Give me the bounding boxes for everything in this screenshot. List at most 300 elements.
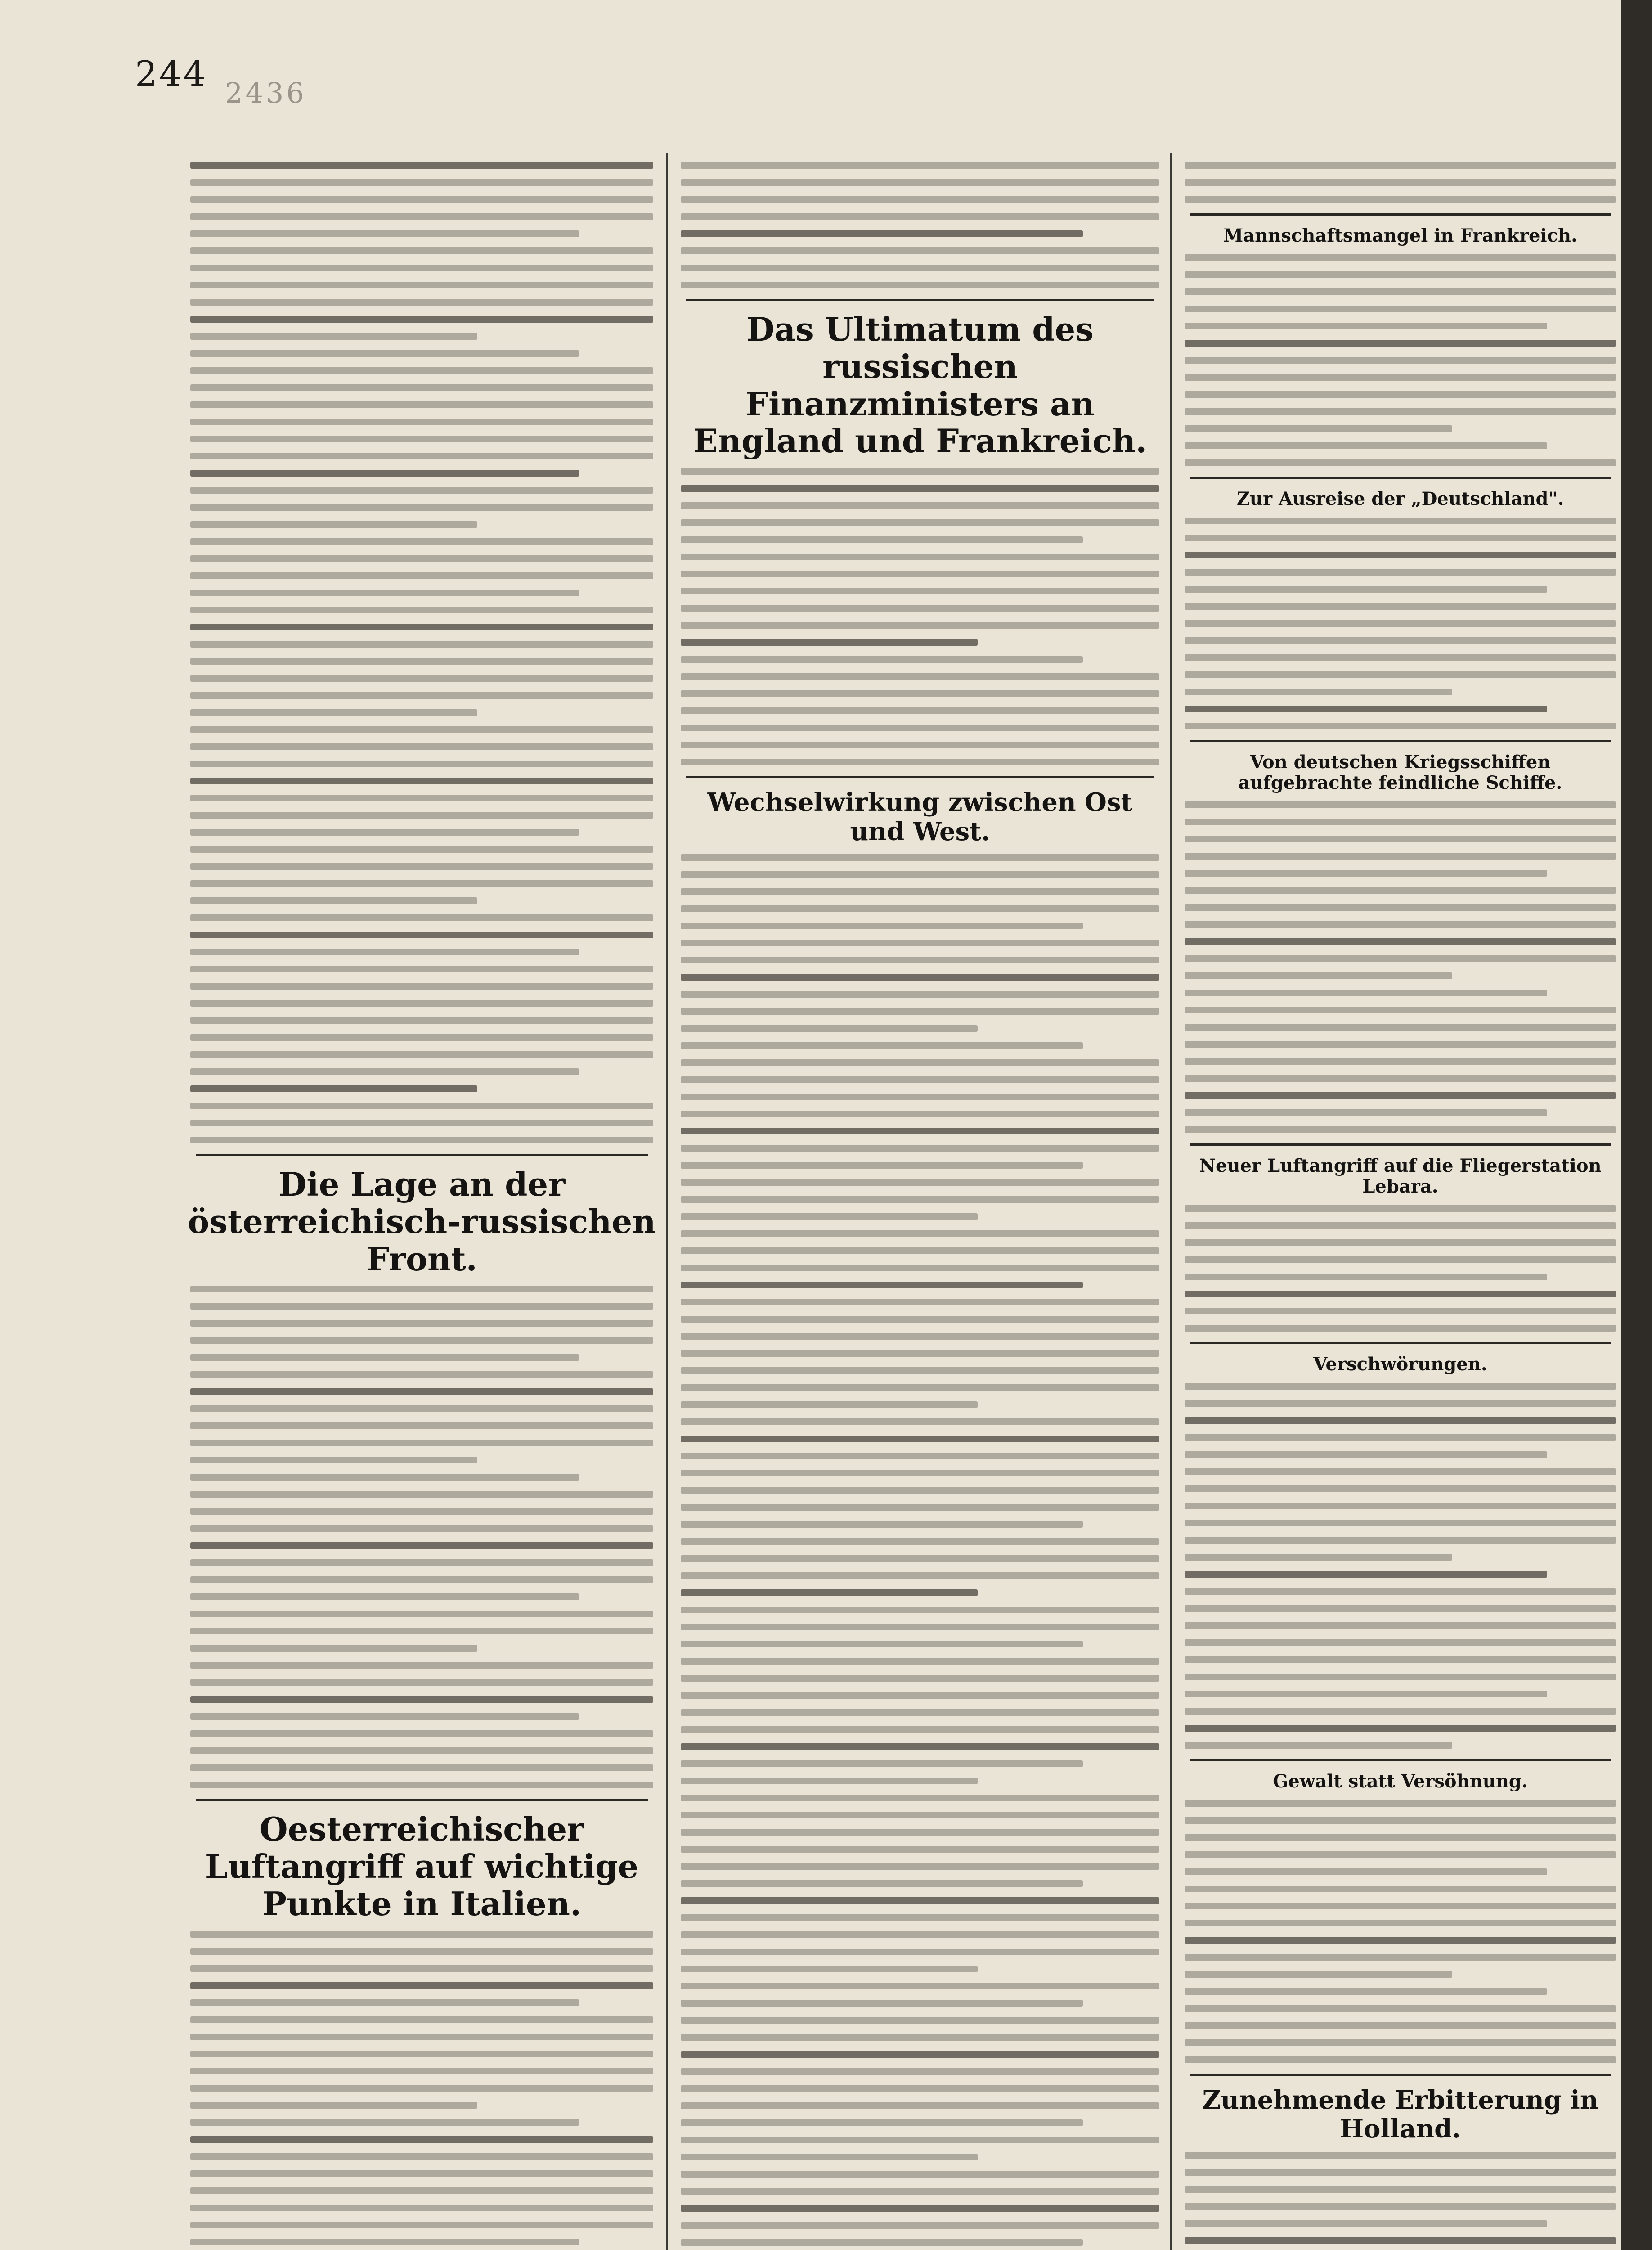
text-line bbox=[190, 1593, 579, 1600]
text-line bbox=[681, 1675, 1159, 1682]
text-line bbox=[190, 1542, 653, 1549]
text-line bbox=[681, 922, 1083, 929]
article-body bbox=[187, 162, 657, 1143]
text-line bbox=[681, 1521, 1083, 1528]
text-line bbox=[190, 1457, 477, 1463]
text-line bbox=[190, 470, 579, 477]
text-line bbox=[190, 1764, 653, 1771]
article-separator bbox=[1190, 1342, 1611, 1344]
text-line bbox=[1185, 306, 1616, 312]
text-line bbox=[190, 1405, 653, 1412]
text-line bbox=[681, 1538, 1159, 1545]
text-line bbox=[681, 571, 1159, 577]
text-line bbox=[1185, 408, 1616, 415]
text-line bbox=[1185, 1834, 1616, 1841]
text-line bbox=[1185, 1691, 1547, 1697]
text-line bbox=[681, 690, 1159, 697]
text-line bbox=[1185, 254, 1616, 261]
text-line bbox=[190, 829, 579, 836]
text-line bbox=[190, 692, 653, 699]
text-line bbox=[681, 1367, 1159, 1374]
text-line bbox=[1185, 1041, 1616, 1048]
text-line bbox=[190, 778, 653, 784]
text-line bbox=[681, 1589, 978, 1596]
text-line bbox=[681, 759, 1159, 765]
article-body bbox=[1181, 518, 1620, 729]
text-line bbox=[681, 1948, 1159, 1955]
text-line bbox=[190, 1508, 653, 1515]
text-line bbox=[681, 1230, 1159, 1237]
text-line bbox=[681, 1384, 1159, 1391]
text-line bbox=[681, 519, 1159, 526]
text-line bbox=[681, 639, 978, 646]
text-line bbox=[190, 350, 579, 357]
text-line bbox=[681, 1931, 1159, 1938]
text-line bbox=[190, 401, 653, 408]
text-line bbox=[1185, 1485, 1616, 1492]
text-line bbox=[190, 299, 653, 306]
article-body bbox=[1181, 2152, 1620, 2250]
text-line bbox=[681, 2034, 1159, 2041]
text-line bbox=[190, 1034, 653, 1041]
text-line bbox=[190, 2136, 653, 2143]
text-line bbox=[190, 1337, 653, 1344]
text-line bbox=[190, 265, 653, 271]
text-line bbox=[1185, 1656, 1616, 1663]
text-line bbox=[190, 1137, 653, 1143]
text-line bbox=[190, 2068, 653, 2074]
text-line bbox=[681, 1213, 978, 1220]
text-line bbox=[1185, 654, 1616, 661]
text-line bbox=[681, 1316, 1159, 1323]
text-line bbox=[681, 1812, 1159, 1818]
text-line bbox=[1185, 569, 1616, 576]
text-line bbox=[1185, 357, 1616, 364]
article bbox=[1181, 2074, 1620, 2250]
text-line bbox=[190, 795, 653, 801]
text-line bbox=[1185, 1092, 1616, 1099]
article-body bbox=[677, 162, 1163, 288]
text-line bbox=[681, 1606, 1159, 1613]
text-line bbox=[681, 2000, 1083, 2007]
text-line bbox=[681, 2137, 1159, 2143]
text-line bbox=[190, 1120, 653, 1126]
text-line bbox=[681, 974, 1159, 981]
article-body bbox=[1181, 162, 1620, 203]
text-line bbox=[190, 658, 653, 665]
article bbox=[677, 299, 1163, 765]
article bbox=[677, 162, 1163, 288]
text-line bbox=[681, 1025, 978, 1032]
text-line bbox=[1185, 2022, 1616, 2029]
text-line bbox=[1185, 535, 1616, 541]
text-line bbox=[681, 1401, 978, 1408]
text-line bbox=[1185, 1588, 1616, 1595]
text-line bbox=[190, 1388, 653, 1395]
text-line bbox=[190, 2170, 653, 2177]
text-line bbox=[190, 453, 653, 459]
text-line bbox=[681, 1829, 1159, 1836]
article bbox=[1181, 740, 1620, 1133]
article-headline: Zunehmende Erbitterung in Holland. bbox=[1202, 2085, 1598, 2144]
text-line bbox=[681, 213, 1159, 220]
text-line bbox=[1185, 688, 1452, 695]
text-line bbox=[681, 2068, 1159, 2075]
article-body bbox=[187, 1931, 657, 2250]
text-line bbox=[681, 1983, 1159, 1989]
text-line bbox=[681, 2051, 1159, 2058]
article-separator bbox=[1190, 2074, 1611, 2076]
text-line bbox=[681, 1145, 1159, 1152]
text-line bbox=[190, 641, 653, 648]
text-line bbox=[190, 932, 653, 938]
text-line bbox=[681, 1897, 1159, 1904]
text-line bbox=[1185, 179, 1616, 186]
text-line bbox=[190, 162, 653, 169]
article-separator bbox=[196, 1799, 648, 1801]
text-line bbox=[681, 2222, 1159, 2229]
archive-stamp: 2436 bbox=[225, 76, 307, 109]
column-right bbox=[1181, 162, 1620, 2250]
text-line bbox=[190, 760, 653, 767]
text-line bbox=[190, 1559, 653, 1566]
text-line bbox=[190, 1017, 653, 1024]
text-line bbox=[681, 940, 1159, 946]
article-body bbox=[1181, 1383, 1620, 1749]
text-line bbox=[681, 1059, 1159, 1066]
text-line bbox=[1185, 1971, 1452, 1978]
text-line bbox=[190, 1440, 653, 1446]
text-line bbox=[681, 1042, 1083, 1049]
text-line bbox=[681, 742, 1159, 748]
article bbox=[1181, 1342, 1620, 1749]
text-line bbox=[681, 1914, 1159, 1921]
article-body bbox=[1181, 1800, 1620, 2063]
text-line bbox=[190, 436, 653, 442]
article-headline: Gewalt statt Versöhnung. bbox=[1273, 1771, 1528, 1792]
text-line bbox=[1185, 972, 1452, 979]
text-line bbox=[681, 1418, 1159, 1425]
article bbox=[1181, 477, 1620, 729]
text-line bbox=[190, 743, 653, 750]
text-line bbox=[681, 854, 1159, 861]
article-headline: Die Lage an der österreichisch-russischen Front. bbox=[188, 1165, 656, 1278]
text-line bbox=[681, 1624, 1159, 1630]
text-line bbox=[1185, 374, 1616, 381]
text-line bbox=[681, 1641, 1083, 1647]
text-line bbox=[190, 248, 653, 254]
text-line bbox=[681, 1179, 1159, 1186]
text-line bbox=[681, 588, 1159, 594]
article bbox=[677, 776, 1163, 2250]
text-line bbox=[1185, 1417, 1616, 1424]
text-line bbox=[1185, 1622, 1616, 1629]
column-middle bbox=[677, 162, 1163, 2250]
text-line bbox=[190, 1371, 653, 1378]
text-line bbox=[1185, 1708, 1616, 1714]
text-line bbox=[1185, 425, 1452, 432]
text-line bbox=[1185, 1800, 1616, 1807]
text-line bbox=[190, 1474, 579, 1480]
text-line bbox=[1185, 1274, 1547, 1280]
text-line bbox=[1185, 990, 1547, 996]
text-line bbox=[190, 2085, 653, 2092]
text-line bbox=[190, 179, 653, 186]
text-line bbox=[1185, 1886, 1616, 1892]
article-separator bbox=[1190, 1759, 1611, 1761]
article bbox=[1181, 1759, 1620, 2063]
text-line bbox=[1185, 552, 1616, 558]
text-line bbox=[1185, 1205, 1616, 1212]
text-line bbox=[190, 2102, 477, 2109]
text-line bbox=[190, 1085, 477, 1092]
text-line bbox=[681, 673, 1159, 680]
text-line bbox=[190, 2222, 653, 2228]
text-line bbox=[1185, 459, 1616, 466]
text-line bbox=[190, 863, 653, 870]
text-line bbox=[681, 1196, 1159, 1203]
text-line bbox=[1185, 1520, 1616, 1526]
article-headline: Wechselwirkung zwischen Ost und West. bbox=[707, 788, 1133, 846]
text-line bbox=[1185, 2005, 1616, 2012]
text-line bbox=[190, 2153, 653, 2160]
article-headline: Neuer Luftangriff auf die Fliegerstation Lebara. bbox=[1199, 1155, 1602, 1197]
text-line bbox=[681, 536, 1083, 543]
text-line bbox=[190, 1730, 653, 1737]
text-line bbox=[1185, 1503, 1616, 1509]
text-line bbox=[1185, 1868, 1547, 1875]
text-line bbox=[190, 1948, 653, 1955]
text-line bbox=[1185, 1954, 1616, 1961]
text-line bbox=[190, 1611, 653, 1617]
text-line bbox=[681, 1470, 1159, 1476]
text-line bbox=[681, 1726, 1159, 1733]
text-line bbox=[1185, 1639, 1616, 1646]
text-line bbox=[681, 871, 1159, 878]
text-line bbox=[1185, 1937, 1616, 1944]
text-line bbox=[681, 1282, 1083, 1288]
text-line bbox=[1185, 1742, 1452, 1749]
text-line bbox=[681, 162, 1159, 169]
text-line bbox=[190, 2205, 653, 2211]
text-line bbox=[190, 726, 653, 733]
text-line bbox=[681, 605, 1159, 612]
text-line bbox=[681, 1111, 1159, 1117]
text-line bbox=[681, 622, 1159, 629]
text-line bbox=[1185, 836, 1616, 842]
article-separator bbox=[196, 1154, 648, 1156]
text-line bbox=[190, 624, 653, 630]
text-line bbox=[190, 384, 653, 391]
text-line bbox=[190, 1102, 653, 1109]
article bbox=[1181, 162, 1620, 203]
text-line bbox=[1185, 723, 1616, 729]
text-line bbox=[1185, 1920, 1616, 1926]
text-line bbox=[1185, 637, 1616, 644]
text-line bbox=[1185, 801, 1616, 808]
text-line bbox=[190, 316, 653, 323]
text-line bbox=[1185, 1291, 1616, 1297]
text-line bbox=[190, 1320, 653, 1327]
text-line bbox=[1185, 853, 1616, 860]
text-line bbox=[1185, 1256, 1616, 1263]
text-line bbox=[190, 2187, 653, 2194]
text-line bbox=[190, 812, 653, 819]
text-line bbox=[1185, 1451, 1547, 1458]
text-line bbox=[1185, 1537, 1616, 1544]
text-line bbox=[681, 2154, 978, 2160]
text-line bbox=[1185, 887, 1616, 894]
text-line bbox=[1185, 2056, 1616, 2063]
text-line bbox=[190, 521, 477, 528]
text-line bbox=[681, 1692, 1159, 1699]
text-line bbox=[1185, 2039, 1616, 2046]
text-line bbox=[681, 1863, 1159, 1870]
text-line bbox=[681, 282, 1159, 288]
text-line bbox=[190, 2051, 653, 2057]
text-line bbox=[190, 1628, 653, 1634]
text-line bbox=[190, 555, 653, 562]
text-line bbox=[681, 196, 1159, 203]
text-line bbox=[681, 724, 1159, 731]
text-line bbox=[1185, 671, 1616, 678]
text-line bbox=[190, 367, 653, 374]
text-line bbox=[681, 248, 1159, 254]
text-line bbox=[190, 196, 653, 203]
article-headline: Zur Ausreise der „Deutschland". bbox=[1236, 488, 1564, 509]
text-line bbox=[1185, 1571, 1547, 1578]
text-line bbox=[1185, 2169, 1616, 2176]
text-line bbox=[1185, 1903, 1616, 1909]
text-line bbox=[190, 607, 653, 613]
text-line bbox=[1185, 870, 1547, 877]
text-line bbox=[190, 1303, 653, 1310]
article-body bbox=[677, 854, 1163, 2250]
text-line bbox=[681, 1760, 1083, 1767]
article-body bbox=[1181, 801, 1620, 1133]
text-line bbox=[681, 1008, 1159, 1015]
text-line bbox=[681, 1795, 1159, 1801]
text-line bbox=[190, 333, 477, 340]
text-line bbox=[1185, 1075, 1616, 1082]
text-line bbox=[190, 1782, 653, 1788]
article-separator bbox=[1190, 477, 1611, 479]
text-line bbox=[681, 1555, 1159, 1562]
article-headline: Oesterreichischer Luftangriff auf wichtige Punkte in Italien. bbox=[205, 1810, 639, 1923]
text-line bbox=[190, 1662, 653, 1669]
text-line bbox=[681, 1436, 1159, 1442]
text-line bbox=[681, 1572, 1159, 1579]
text-line bbox=[681, 2188, 1159, 2195]
text-line bbox=[190, 572, 653, 579]
text-line bbox=[1185, 1383, 1616, 1390]
text-line bbox=[190, 1999, 579, 2006]
text-line bbox=[1185, 620, 1616, 627]
text-line bbox=[681, 1264, 1159, 1271]
article-headline: Von deutschen Kriegsschiffen aufgebrachte feindliche Schiffe. bbox=[1238, 752, 1562, 793]
text-line bbox=[190, 966, 653, 972]
text-line bbox=[681, 554, 1159, 560]
text-line bbox=[681, 707, 1159, 714]
text-line bbox=[681, 1504, 1159, 1511]
text-line bbox=[681, 2102, 1159, 2109]
text-line bbox=[190, 230, 579, 237]
text-line bbox=[190, 1931, 653, 1938]
text-line bbox=[681, 179, 1159, 186]
text-line bbox=[190, 590, 579, 596]
text-line bbox=[190, 2034, 653, 2040]
text-line bbox=[1185, 819, 1616, 825]
text-line bbox=[1185, 1725, 1616, 1732]
text-line bbox=[681, 1846, 1159, 1853]
text-line bbox=[190, 1713, 579, 1720]
text-line bbox=[681, 2085, 1159, 2092]
text-line bbox=[1185, 1308, 1616, 1314]
text-line bbox=[190, 1491, 653, 1498]
text-line bbox=[681, 2120, 1083, 2126]
text-line bbox=[1185, 2203, 1616, 2210]
text-line bbox=[1185, 603, 1616, 610]
text-line bbox=[681, 1162, 1083, 1169]
text-line bbox=[681, 1094, 1159, 1100]
text-line bbox=[681, 2205, 1159, 2212]
text-line bbox=[1185, 2237, 1616, 2244]
text-line bbox=[190, 213, 653, 220]
article-separator bbox=[686, 776, 1154, 778]
text-line bbox=[190, 1696, 653, 1703]
text-line bbox=[681, 230, 1083, 237]
text-line bbox=[1185, 1058, 1616, 1065]
article-separator bbox=[686, 299, 1154, 301]
text-line bbox=[1185, 955, 1616, 962]
text-line bbox=[190, 1645, 477, 1652]
text-line bbox=[1185, 938, 1616, 945]
text-line bbox=[190, 1982, 653, 1989]
text-line bbox=[190, 1965, 653, 1972]
text-line bbox=[681, 888, 1159, 895]
text-line bbox=[190, 418, 653, 425]
text-line bbox=[681, 485, 1159, 492]
text-line bbox=[681, 2171, 1159, 2178]
text-line bbox=[190, 1354, 579, 1361]
text-line bbox=[190, 1525, 653, 1532]
article-separator bbox=[1190, 213, 1611, 216]
text-line bbox=[681, 1778, 978, 1784]
article-body bbox=[1181, 1205, 1620, 1332]
text-line bbox=[1185, 1817, 1616, 1824]
text-line bbox=[190, 846, 653, 853]
column-left bbox=[187, 162, 657, 2250]
text-line bbox=[1185, 1222, 1616, 1229]
column-rule bbox=[1170, 153, 1172, 2250]
text-line bbox=[681, 265, 1159, 271]
text-line bbox=[681, 1299, 1159, 1305]
text-line bbox=[681, 1076, 1159, 1083]
text-line bbox=[190, 1679, 653, 1686]
text-line bbox=[681, 1333, 1159, 1340]
page-number: 244 bbox=[135, 54, 207, 94]
text-line bbox=[190, 538, 653, 545]
text-line bbox=[1185, 1126, 1616, 1133]
text-line bbox=[1185, 1988, 1547, 1995]
text-line bbox=[190, 675, 653, 682]
text-line bbox=[681, 1128, 1159, 1134]
text-line bbox=[1185, 1007, 1616, 1013]
text-line bbox=[190, 504, 653, 511]
text-line bbox=[190, 897, 477, 904]
article-separator bbox=[1190, 1143, 1611, 1146]
article bbox=[1181, 213, 1620, 466]
